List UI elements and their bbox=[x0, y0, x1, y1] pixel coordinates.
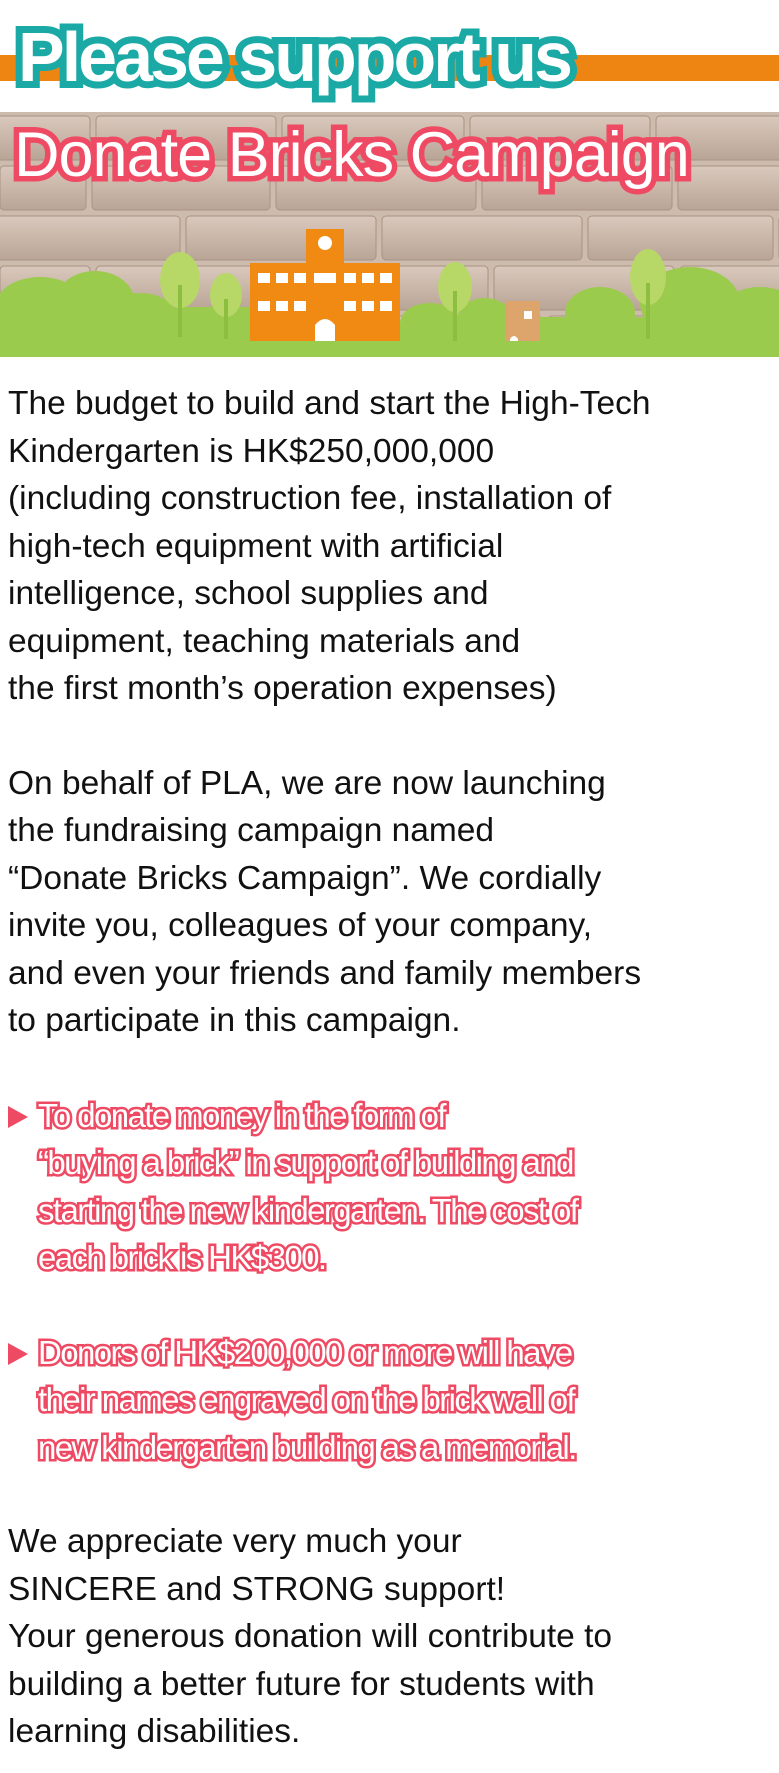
invitation-paragraph: On behalf of PLA, we are now launching the fundraising campaign named “Donate Bricks Campaign”. We cordially invite you, colleagues of your company, and even your friends and family members to participate in this campaign. bbox=[8, 764, 642, 1039]
campaign-details-list bbox=[8, 1092, 778, 1472]
campaign-banner bbox=[0, 0, 779, 357]
school-scenery bbox=[0, 225, 779, 357]
donor-recognition-text: Donors of HK$200,000 or more will have their names engraved on the brick wall of new kindergarten building as a memorial. bbox=[38, 1333, 576, 1466]
brick-price-text: To donate money in the form of “buying a brick” in support of building and starting the new kindergarten. The cost of each brick is HK$300. bbox=[38, 1096, 578, 1276]
triangle-bullet-icon bbox=[8, 1343, 28, 1365]
school-building-icon bbox=[250, 229, 400, 349]
closing-paragraph: We appreciate very much your SINCERE and STRONG support! Your generous donation will contribute to building a better future for students with learning disabilities. bbox=[8, 1523, 613, 1750]
list-item bbox=[8, 1329, 778, 1472]
page-headline: Please support us bbox=[18, 18, 570, 96]
list-item bbox=[8, 1092, 778, 1282]
triangle-bullet-icon bbox=[8, 1106, 28, 1128]
budget-paragraph: The budget to build and start the High-Tech Kindergarten is HK$250,000,000 (including construction fee, installation of high-tech equipment with artificial intelligence, school supplies and equipment, teaching materials and the first month’s operation expenses) bbox=[8, 385, 651, 707]
campaign-title: Donate Bricks Campaign bbox=[14, 120, 689, 190]
main-content bbox=[8, 380, 778, 1756]
